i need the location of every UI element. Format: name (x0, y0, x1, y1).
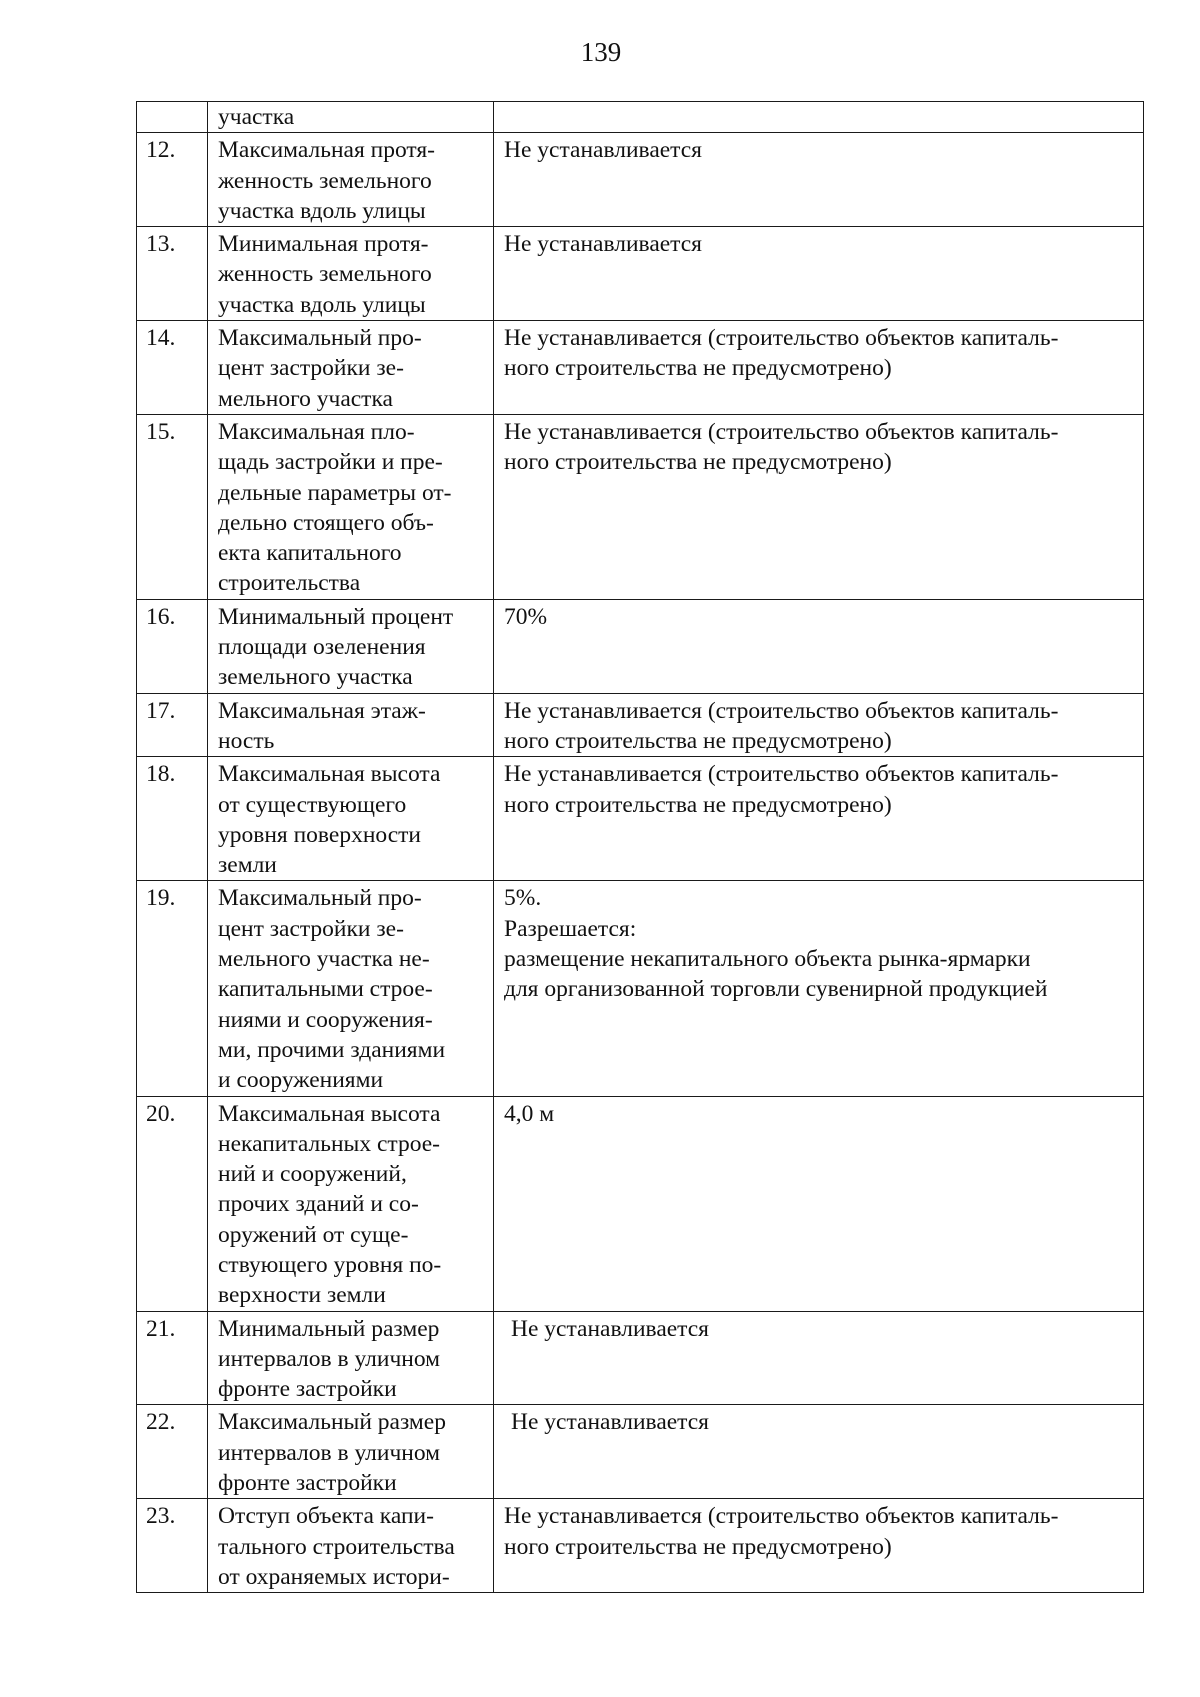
row-number: 14. (137, 321, 208, 415)
table-row (137, 133, 1144, 227)
parameter-value: Не устанавливается (494, 227, 1144, 321)
parameter-value: Не устанавливается (494, 133, 1144, 227)
parameter-name: Максимальный про- цент застройки зе- мельного участка (208, 321, 494, 415)
table-row (137, 1096, 1144, 1311)
row-number: 19. (137, 881, 208, 1096)
row-number: 23. (137, 1499, 208, 1593)
row-number: 21. (137, 1311, 208, 1405)
parameter-name: Максимальная пло- щадь застройки и пре- дельные параметры от- дельно стоящего объ- екта капитального строительства (208, 414, 494, 599)
parameter-name: Максимальная протя- женность земельного участка вдоль улицы (208, 133, 494, 227)
parameter-value: Не устанавливается (строительство объектов капиталь- ного строительства не предусмотрено) (494, 693, 1144, 757)
table-row (137, 1311, 1144, 1405)
parameter-value: Не устанавливается (494, 1311, 1144, 1405)
table-row (137, 599, 1144, 693)
row-number: 20. (137, 1096, 208, 1311)
table-row (137, 693, 1144, 757)
row-number: 12. (137, 133, 208, 227)
row-number: 15. (137, 414, 208, 599)
parameter-value: Не устанавливается (строительство объектов капиталь- ного строительства не предусмотрено) (494, 1499, 1144, 1593)
table-row (137, 414, 1144, 599)
parameter-name: Минимальный размер интервалов в уличном фронте застройки (208, 1311, 494, 1405)
parameter-name: Минимальная протя- женность земельного участка вдоль улицы (208, 227, 494, 321)
page-number: 139 (580, 37, 622, 67)
parameter-name: Максимальная высота от существующего уровня поверхности земли (208, 757, 494, 881)
table-row (137, 321, 1144, 415)
parameters-table (136, 101, 1144, 1593)
parameter-name: Максимальная высота некапитальных строе- ний и сооружений, прочих зданий и со- оружений от суще- ствующего уровня по- верхности земли (208, 1096, 494, 1311)
row-number: 16. (137, 599, 208, 693)
row-number (137, 102, 208, 133)
table-row (137, 1499, 1144, 1593)
row-number: 22. (137, 1405, 208, 1499)
parameter-value: 70% (494, 599, 1144, 693)
parameter-value: Не устанавливается (строительство объектов капиталь- ного строительства не предусмотрено) (494, 757, 1144, 881)
parameter-value: Не устанавливается (494, 1405, 1144, 1499)
parameter-name: участка (208, 102, 494, 133)
parameter-value: 5%. Разрешается: размещение некапитального объекта рынка-ярмарки для организованной торговли сувенирной продукцией (494, 881, 1144, 1096)
table-row (137, 1405, 1144, 1499)
parameter-value: Не устанавливается (строительство объектов капиталь- ного строительства не предусмотрено) (494, 321, 1144, 415)
parameter-name: Максимальный размер интервалов в уличном фронте застройки (208, 1405, 494, 1499)
parameter-name: Максимальный про- цент застройки зе- мельного участка не- капитальными строе- ниями и сооружения- ми, прочими зданиями и сооружениями (208, 881, 494, 1096)
row-number: 13. (137, 227, 208, 321)
parameter-value (494, 102, 1144, 133)
table-row (137, 881, 1144, 1096)
table-row (137, 227, 1144, 321)
parameter-value: Не устанавливается (строительство объектов капиталь- ного строительства не предусмотрено) (494, 414, 1144, 599)
row-number: 18. (137, 757, 208, 881)
parameter-name: Максимальная этаж- ность (208, 693, 494, 757)
row-number: 17. (137, 693, 208, 757)
parameter-value: 4,0 м (494, 1096, 1144, 1311)
parameter-name: Отступ объекта капи- тального строительства от охраняемых истори- (208, 1499, 494, 1593)
parameter-name: Минимальный процент площади озеленения земельного участка (208, 599, 494, 693)
table-row (137, 757, 1144, 881)
table-row (137, 102, 1144, 133)
